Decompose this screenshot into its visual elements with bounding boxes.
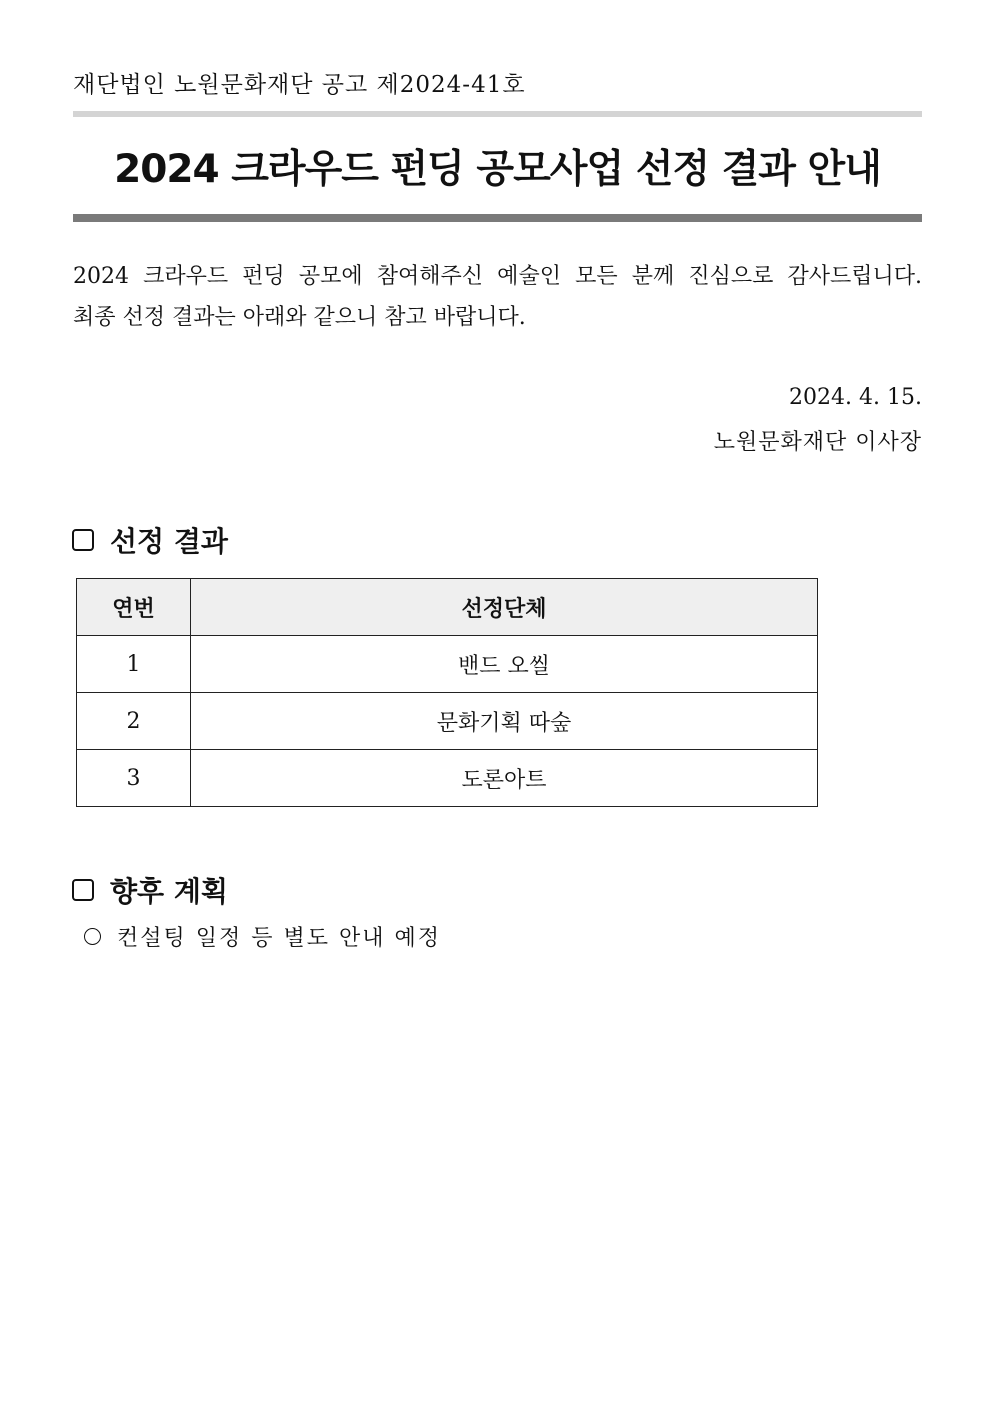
plan-item — [84, 921, 441, 952]
section-heading-plan — [72, 870, 228, 910]
column-header-number: 연번 — [77, 579, 191, 636]
document-title: 2024 크라우드 펀딩 공모사업 선정 결과 안내 — [114, 147, 881, 192]
intro-paragraph — [73, 256, 922, 338]
intro-line-1: 2024 크라우드 펀딩 공모에 참여해주신 예술인 모든 분께 진심으로 감사드립니다. — [73, 264, 922, 289]
row-organization: 도론아트 — [191, 750, 818, 807]
row-number: 3 — [77, 750, 191, 807]
column-header-organization: 선정단체 — [191, 579, 818, 636]
section-heading-label: 선정 결과 — [110, 525, 228, 558]
plan-item-text: 컨설팅 일정 등 별도 안내 예정 — [117, 926, 441, 951]
results-table — [76, 578, 818, 807]
section-heading-results — [72, 520, 228, 560]
table-row — [77, 750, 818, 807]
issue-date: 2024. 4. 15. — [789, 385, 922, 410]
title-divider — [73, 214, 922, 222]
notice-number: 재단법인 노원문화재단 공고 제2024-41호 — [73, 72, 526, 98]
table-row — [77, 636, 818, 693]
intro-line-2: 최종 선정 결과는 아래와 같으니 참고 바랍니다. — [73, 305, 526, 330]
row-number: 1 — [77, 636, 191, 693]
table-row — [77, 693, 818, 750]
top-divider — [73, 111, 922, 117]
section-heading-label: 향후 계획 — [110, 875, 228, 908]
table-header-row — [77, 579, 818, 636]
row-organization: 밴드 오씰 — [191, 636, 818, 693]
issuer-name: 노원문화재단 이사장 — [713, 430, 922, 455]
circle-bullet-icon — [84, 928, 101, 945]
checkbox-icon — [72, 879, 94, 901]
row-organization: 문화기획 따숲 — [191, 693, 818, 750]
checkbox-icon — [72, 529, 94, 551]
row-number: 2 — [77, 693, 191, 750]
